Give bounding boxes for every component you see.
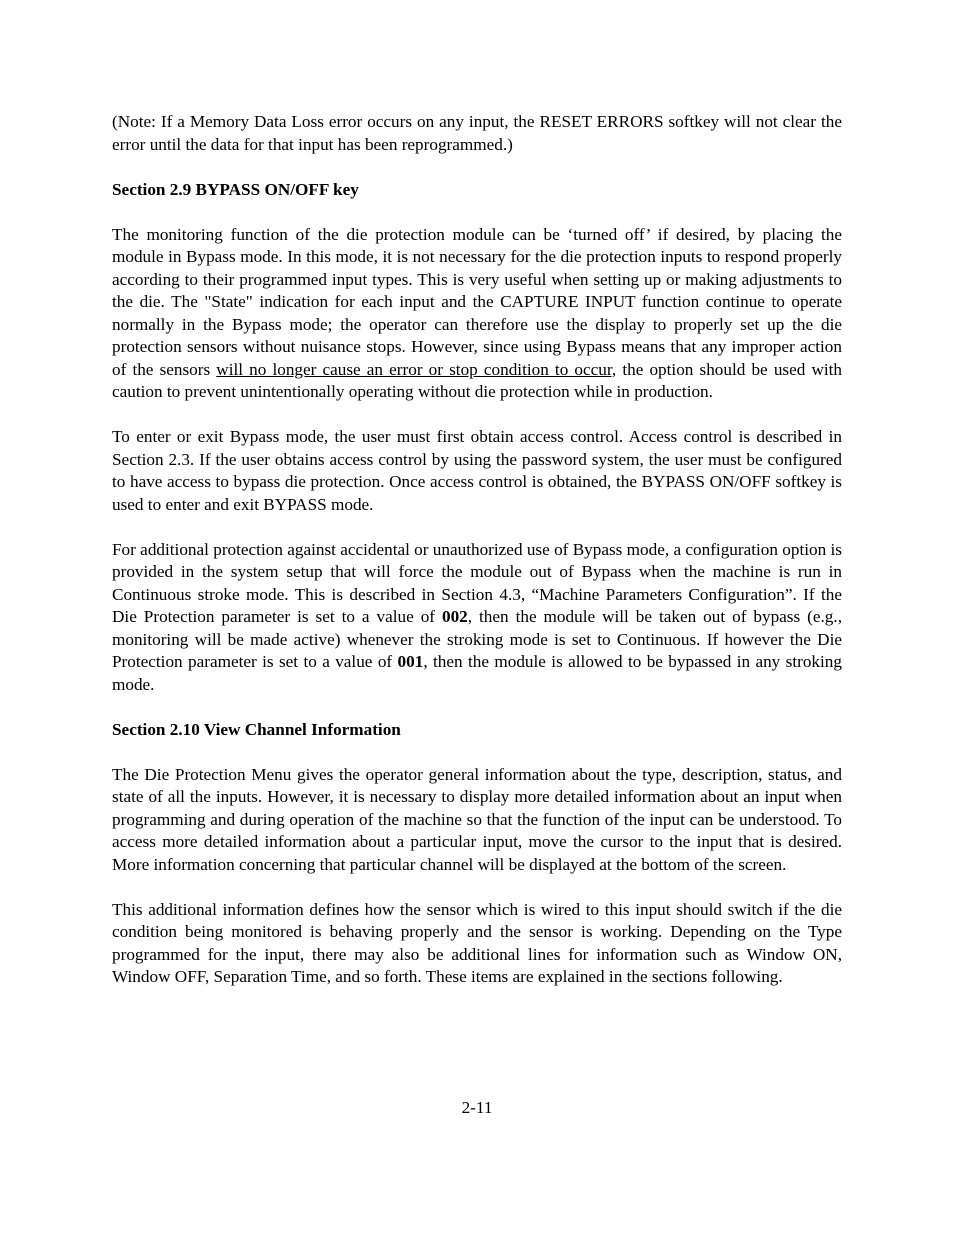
bypass-config-paragraph [112,539,842,697]
section-2-10-heading: Section 2.10 View Channel Information [112,719,401,739]
bypass-description-paragraph [112,224,842,404]
bypass-warning-underlined: will no longer cause an error or stop condition to occur, [216,359,617,379]
section-2-9-heading: Section 2.9 BYPASS ON/OFF key [112,179,359,199]
bypass-access-paragraph: To enter or exit Bypass mode, the user must first obtain access control. Access control is described in Section 2.3. If the user obtains access control by using the password system, the user must be configured to have access to bypass die protection. Once access control is obtained, the BYPASS ON/OFF softkey is used to enter and exit BYPASS mode. [112,427,842,514]
channel-additional-info-paragraph: This additional information defines how the sensor which is wired to this input should switch if the die condition being monitored is behaving properly and the sensor is working. Depending on the Type programmed for the input, there may also be additional lines for information such as Window ON, Window OFF, Separation Time, and so forth. These items are explained in the sections following. [112,899,842,986]
bypass-config-value-001: 001 [397,652,424,671]
bypass-config-text-c: , then the module is allowed to be bypassed in any stroking mode. [112,652,842,694]
bypass-text-a: The monitoring function of the die protection module can be ‘turned off’ if desired, by placing the module in Bypass mode. In this mode, it is not necessary for the die protection inputs to respond properly according to their programmed input types. This is very useful when setting up or making adjustments to the die. The "State" indication for each input and the CAPTURE INPUT function continue to operate normally in the Bypass mode; the operator can therefore use the display to properly set up the die protection sensors without nuisance stops. However, since using Bypass means that any improper action of the sensors [112,224,842,379]
note-paragraph: (Note: If a Memory Data Loss error occurs on any input, the RESET ERRORS softkey will not clear the error until the data for that input has been reprogrammed.) [112,112,842,154]
bypass-config-text-b: , then the module will be taken out of bypass (e.g., monitoring will be made active) whenever the stroking mode is set to Continuous. If however the Die Protection parameter is set to a value of [112,607,842,671]
channel-info-paragraph: The Die Protection Menu gives the operator general information about the type, description, status, and state of all the inputs. However, it is necessary to display more detailed information about an input when programming and during operation of the machine so that the function of the input can be understood. To access more detailed information about a particular input, move the cursor to the input that is desired. More information concerning that particular channel will be displayed at the bottom of the screen. [112,764,842,874]
bypass-config-value-002: 002 [441,607,468,626]
bypass-config-text-a: For additional protection against accidental or unauthorized use of Bypass mode, a configuration option is provided in the system setup that will force the module out of Bypass when the machine is run in Continuous stroke mode. This is described in Section 4.3, “Machine Parameters Configuration”. If the Die Protection parameter is set to a value of [112,539,842,626]
bypass-text-b: the option should be used with caution to prevent unintentionally operating without die protection while in production. [112,359,842,401]
document-page [112,111,842,1011]
page-number: 2-11 [461,1098,493,1117]
